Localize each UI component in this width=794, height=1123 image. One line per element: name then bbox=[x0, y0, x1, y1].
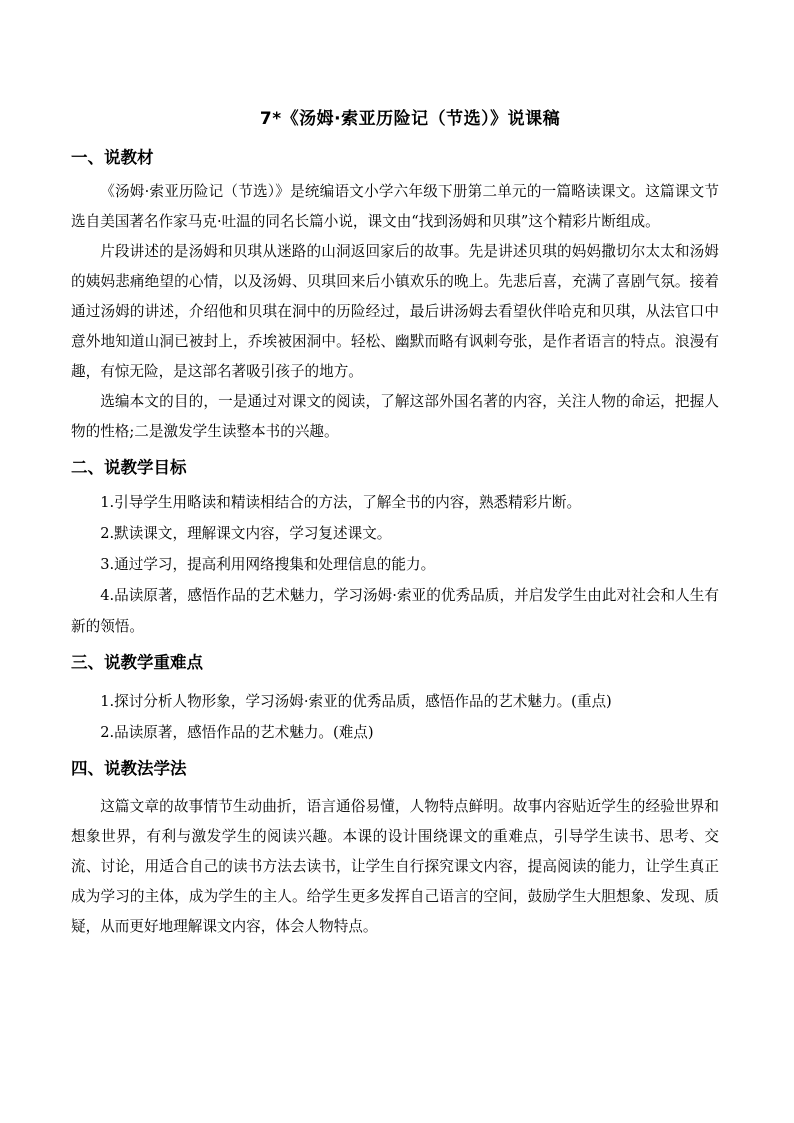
list-item: 4.品读原著，感悟作品的艺术魅力，学习汤姆·索亚的优秀品质，并启发学生由此对社会和人生有新的领悟。 bbox=[71, 587, 719, 635]
section-heading-textbook: 一、说教材 bbox=[71, 148, 154, 167]
section-heading-methods: 四、说教法学法 bbox=[71, 759, 187, 778]
list-item: 2.品读原著，感悟作品的艺术魅力。(难点) bbox=[100, 724, 374, 741]
paragraph: 这篇文章的故事情节生动曲折，语言通俗易懂，人物特点鲜明。故事内容贴近学生的经验世界和想象世界，有利与激发学生的阅读兴趣。本课的设计围绕课文的重难点，引导学生读书、思考、交流、讨论，用适合自己的读书方法去读书，让学生自行探究课文内容，提高阅读的能力，让学生真正成为学习的主体，成为学生的主人。给学生更多发挥自己语言的空间，鼓励学生大胆想象、发现、质疑，从而更好地理解课文内容，体会人物特点。 bbox=[71, 798, 719, 935]
list-item: 2.默读课文，理解课文内容，学习复述课文。 bbox=[100, 525, 392, 542]
document-title: 7*《汤姆·索亚历险记（节选）》说课稿 bbox=[259, 109, 561, 129]
list-item: 3.通过学习，提高利用网络搜集和处理信息的能力。 bbox=[100, 556, 436, 573]
section-heading-key-points: 三、说教学重难点 bbox=[71, 653, 203, 672]
section-heading-objectives: 二、说教学目标 bbox=[71, 458, 187, 477]
list-item: 1.探讨分析人物形象，学习汤姆·索亚的优秀品质，感悟作品的艺术魅力。(重点) bbox=[100, 693, 612, 710]
paragraph: 《汤姆·索亚历险记（节选）》是统编语文小学六年级下册第二单元的一篇略读课文。这篇课文节选自美国著名作家马克·吐温的同名长篇小说，课文由“找到汤姆和贝琪”这个精彩片断组成。 bbox=[71, 183, 719, 230]
paragraph: 选编本文的目的，一是通过对课文的阅读，了解这部外国名著的内容，关注人物的命运，把握人物的性格;二是激发学生读整本书的兴趣。 bbox=[71, 393, 719, 440]
paragraph: 片段讲述的是汤姆和贝琪从迷路的山洞返回家后的故事。先是讲述贝琪的妈妈撒切尔太太和汤姆的姨妈悲痛绝望的心情，以及汤姆、贝琪回来后小镇欢乐的晚上。先悲后喜，充满了喜剧气氛。接着通过汤姆的讲述，介绍他和贝琪在洞中的历险经过，最后讲汤姆去看望伙伴哈克和贝琪，从法官口中意外地知道山洞已被封上，乔埃被困洞中。轻松、幽默而略有讽刺夸张，是作者语言的特点。浪漫有趣，有惊无险，是这部名著吸引孩子的地方。 bbox=[71, 243, 719, 380]
list-item: 1.引导学生用略读和精读相结合的方法，了解全书的内容，熟悉精彩片断。 bbox=[100, 494, 582, 511]
